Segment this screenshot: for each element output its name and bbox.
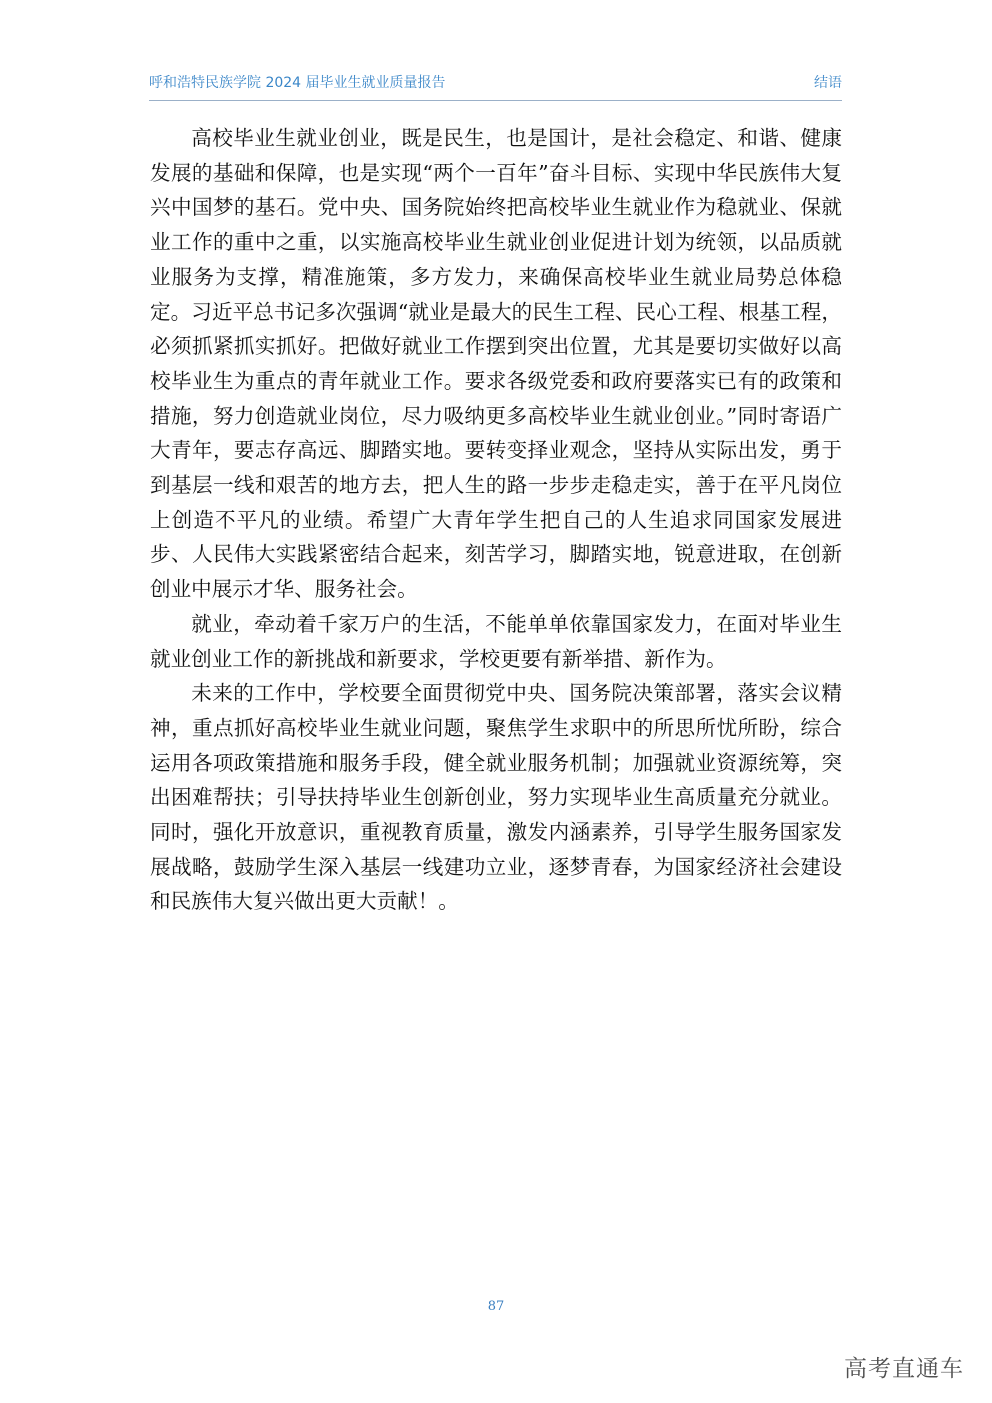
watermark: 高考直通车 — [844, 1356, 964, 1382]
section-title: 结语 — [814, 75, 842, 91]
body-text — [150, 121, 842, 919]
paragraph-2: 就业，牵动着千家万户的生活，不能单单依靠国家发力，在面对毕业生就业创业工作的新挑战和新要求，学校更要有新举措、新作为。 — [150, 611, 842, 671]
page-number: 87 — [487, 1299, 505, 1314]
page-header — [149, 64, 842, 101]
report-title: 呼和浩特民族学院 2024 届毕业生就业质量报告 — [149, 75, 446, 91]
paragraph-1: 高校毕业生就业创业，既是民生，也是国计，是社会稳定、和谐、健康发展的基础和保障，也是实现“两个一百年”奋斗目标、实现中华民族伟大复兴中国梦的基石。党中央、国务院始终把高校毕业生就业作为稳就业、保就业工作的重中之重，以实施高校毕业生就业创业促进计划为统领，以品质就业服务为支撑，精准施策，多方发力，来确保高校毕业生就业局势总体稳定。习近平总书记多次强调“就业是最大的民生工程、民心工程、根基工程，必须抓紧抓实抓好。把做好就业工作摆到突出位置，尤其是要切实做好以高校毕业生为重点的青年就业工作。要求各级党委和政府要落实已有的政策和措施，努力创造就业岗位，尽力吸纳更多高校毕业生就业创业。”同时寄语广大青年，要志存高远、脚踏实地。要转变择业观念，坚持从实际出发，勇于到基层一线和艰苦的地方去，把人生的路一步步走稳走实，善于在平凡岗位上创造不平凡的业绩。希望广大青年学生把自己的人生追求同国家发展进步、人民伟大实践紧密结合起来，刻苦学习，脚踏实地，锐意进取，在创新创业中展示才华、服务社会。 — [150, 126, 842, 602]
paragraph-3: 未来的工作中，学校要全面贯彻党中央、国务院决策部署，落实会议精神，重点抓好高校毕业生就业问题，聚焦学生求职中的所思所忧所盼，综合运用各项政策措施和服务手段，健全就业服务机制；加强就业资源统筹，突出困难帮扶；引导扶持毕业生创新创业，努力实现毕业生高质量充分就业。同时，强化开放意识，重视教育质量，激发内涵素养，引导学生服务国家发展战略，鼓励学生深入基层一线建功立业，逐梦青春，为国家经济社会建设和民族伟大复兴做出更大贡献！。 — [150, 681, 842, 914]
